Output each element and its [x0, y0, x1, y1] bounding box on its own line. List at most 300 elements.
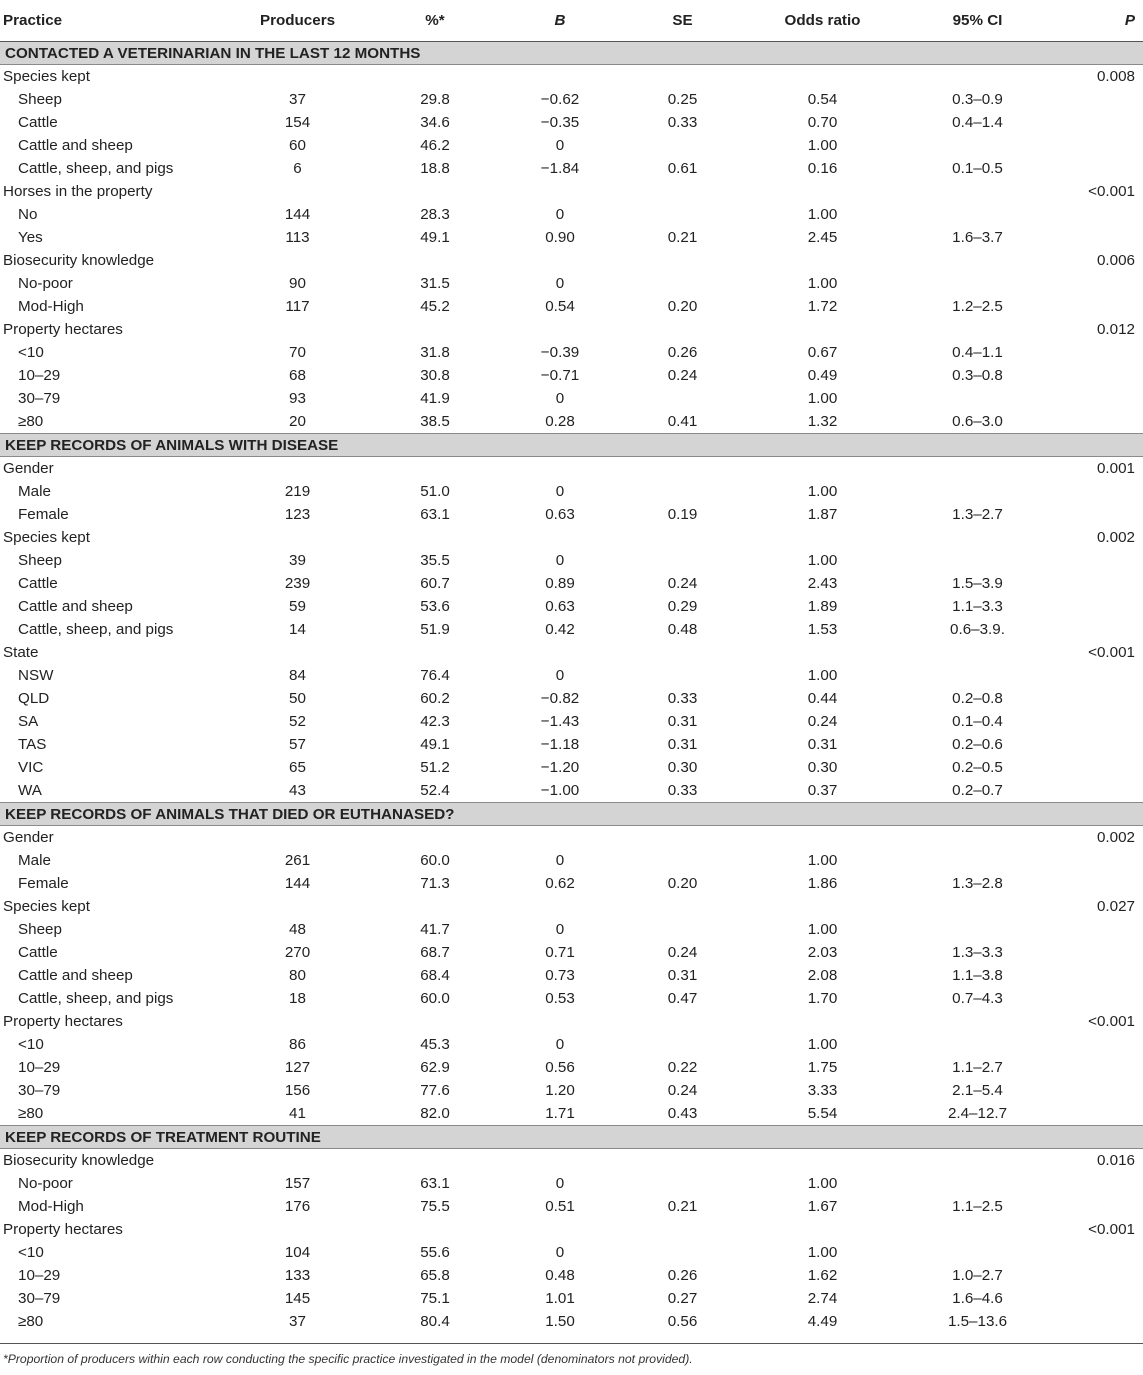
percent-cell: 60.2	[420, 690, 450, 707]
table-row	[0, 710, 1143, 733]
percent-cell: 49.1	[420, 229, 450, 246]
ci-cell	[895, 387, 1060, 410]
empty-p-cell	[1060, 918, 1143, 941]
se-cell: 0.48	[667, 621, 698, 638]
se-cell	[615, 480, 750, 503]
table-row	[0, 1264, 1143, 1287]
ci-cell: 0.4–1.1	[952, 344, 1003, 361]
empty-p-cell	[1060, 1033, 1143, 1056]
p-value-cell: 0.001	[1096, 460, 1135, 477]
producers-cell: 70	[289, 344, 306, 361]
odds-ratio-cell: 1.00	[807, 921, 838, 938]
b-cell: 0	[555, 667, 565, 684]
p-value-cell: 0.027	[1096, 898, 1135, 915]
percent-cell: 65.8	[420, 1267, 450, 1284]
odds-ratio-cell: 1.00	[807, 1036, 838, 1053]
variable-label: Property hectares	[3, 1013, 123, 1030]
table-row	[0, 987, 1143, 1010]
percent-cell: 71.3	[420, 875, 450, 892]
table-row	[0, 687, 1143, 710]
se-cell: 0.24	[667, 944, 698, 961]
b-cell: 0	[555, 275, 565, 292]
producers-cell: 80	[289, 967, 306, 984]
table-row	[0, 134, 1143, 157]
producers-cell: 239	[284, 575, 311, 592]
producers-cell: 145	[284, 1290, 311, 1307]
table-row	[0, 503, 1143, 526]
section-title: CONTACTED A VETERINARIAN IN THE LAST 12 MONTHS	[0, 42, 1143, 65]
table-row	[0, 918, 1143, 941]
empty-p-cell	[1060, 595, 1143, 618]
col-header-ci: 95% CI	[895, 0, 1060, 42]
bottom-rule	[0, 1343, 1143, 1344]
variable-group-row	[0, 1218, 1143, 1241]
b-cell: −0.62	[540, 91, 580, 108]
ci-cell: 0.3–0.9	[952, 91, 1003, 108]
ci-cell: 1.2–2.5	[952, 298, 1003, 315]
ci-cell: 1.3–2.7	[952, 506, 1003, 523]
table-row	[0, 1033, 1143, 1056]
b-cell: 0	[555, 921, 565, 938]
ci-cell: 1.1–2.5	[952, 1198, 1003, 1215]
row-label: Cattle	[18, 575, 58, 592]
producers-cell: 39	[289, 552, 306, 569]
b-cell: 0	[555, 1036, 565, 1053]
odds-ratio-cell: 1.00	[807, 275, 838, 292]
percent-cell: 35.5	[420, 552, 450, 569]
producers-cell: 68	[289, 367, 306, 384]
empty-p-cell	[1060, 941, 1143, 964]
empty-p-cell	[1060, 203, 1143, 226]
se-cell: 0.19	[667, 506, 698, 523]
b-cell: −1.18	[540, 736, 580, 753]
table-row	[0, 1195, 1143, 1218]
variable-label: Species kept	[3, 68, 90, 85]
ci-cell: 0.3–0.8	[952, 367, 1003, 384]
empty-p-cell	[1060, 733, 1143, 756]
se-cell: 0.33	[667, 114, 698, 131]
ci-cell	[895, 1033, 1060, 1056]
row-label: <10	[18, 344, 44, 361]
percent-cell: 52.4	[420, 782, 450, 799]
variable-group-row	[0, 180, 1143, 203]
percent-cell: 75.5	[420, 1198, 450, 1215]
p-value-cell: 0.008	[1096, 68, 1135, 85]
empty-p-cell	[1060, 364, 1143, 387]
odds-ratio-cell: 1.86	[807, 875, 838, 892]
odds-ratio-cell: 1.32	[807, 413, 838, 430]
se-cell	[615, 549, 750, 572]
odds-ratio-cell: 1.00	[807, 483, 838, 500]
se-cell: 0.25	[667, 91, 698, 108]
empty-p-cell	[1060, 710, 1143, 733]
b-cell: 1.01	[545, 1290, 575, 1307]
percent-cell: 31.5	[420, 275, 450, 292]
ci-cell: 0.2–0.6	[952, 736, 1003, 753]
ci-cell: 0.1–0.5	[952, 160, 1003, 177]
odds-ratio-cell: 1.00	[807, 390, 838, 407]
percent-cell: 51.0	[420, 483, 450, 500]
b-cell: 0.63	[545, 506, 575, 523]
empty-p-cell	[1060, 1172, 1143, 1195]
empty-p-cell	[1060, 618, 1143, 641]
producers-cell: 18	[289, 990, 306, 1007]
se-cell: 0.43	[667, 1105, 698, 1122]
row-label: No-poor	[18, 1175, 73, 1192]
table-row	[0, 756, 1143, 779]
section-header-row	[0, 1126, 1143, 1149]
row-label: 10–29	[18, 1059, 61, 1076]
producers-cell: 50	[289, 690, 306, 707]
table-row	[0, 664, 1143, 687]
se-cell: 0.24	[667, 1082, 698, 1099]
variable-group-row	[0, 318, 1143, 341]
row-label: Cattle, sheep, and pigs	[18, 621, 174, 638]
producers-cell: 261	[284, 852, 311, 869]
se-cell: 0.21	[667, 229, 698, 246]
odds-ratio-cell: 0.49	[807, 367, 838, 384]
header-row	[0, 0, 1143, 42]
variable-label: Biosecurity knowledge	[3, 252, 155, 269]
table-row	[0, 779, 1143, 803]
empty-p-cell	[1060, 1264, 1143, 1287]
producers-cell: 123	[284, 506, 311, 523]
percent-cell: 60.0	[420, 852, 450, 869]
producers-cell: 84	[289, 667, 306, 684]
ci-cell: 2.4–12.7	[947, 1105, 1008, 1122]
se-cell: 0.27	[667, 1290, 698, 1307]
ci-cell: 1.3–2.8	[952, 875, 1003, 892]
row-label: 30–79	[18, 1290, 61, 1307]
percent-cell: 18.8	[420, 160, 450, 177]
variable-label: Property hectares	[3, 321, 123, 338]
odds-ratio-cell: 1.00	[807, 206, 838, 223]
odds-ratio-cell: 1.75	[807, 1059, 838, 1076]
b-cell: 0.71	[545, 944, 575, 961]
empty-p-cell	[1060, 1079, 1143, 1102]
b-cell: 0.48	[545, 1267, 575, 1284]
percent-cell: 45.2	[420, 298, 450, 315]
b-cell: −1.20	[540, 759, 580, 776]
variable-group-row	[0, 1149, 1143, 1173]
percent-cell: 68.4	[420, 967, 450, 984]
col-header-producers: Producers	[230, 0, 365, 42]
odds-ratio-cell: 1.00	[807, 1244, 838, 1261]
b-cell: 0	[555, 390, 565, 407]
b-cell: −0.39	[540, 344, 580, 361]
ci-cell: 0.2–0.7	[952, 782, 1003, 799]
table-row	[0, 203, 1143, 226]
se-cell: 0.30	[667, 759, 698, 776]
empty-p-cell	[1060, 1241, 1143, 1264]
variable-label: Biosecurity knowledge	[3, 1152, 155, 1169]
se-cell: 0.41	[667, 413, 698, 430]
row-label: Cattle, sheep, and pigs	[18, 160, 174, 177]
producers-cell: 48	[289, 921, 306, 938]
empty-p-cell	[1060, 410, 1143, 434]
row-label: ≥80	[18, 1313, 44, 1330]
ci-cell: 1.5–3.9	[952, 575, 1003, 592]
percent-cell: 76.4	[420, 667, 450, 684]
row-label: Female	[18, 506, 69, 523]
percent-cell: 28.3	[420, 206, 450, 223]
row-label: Male	[18, 483, 51, 500]
table-row	[0, 1241, 1143, 1264]
table-row	[0, 111, 1143, 134]
se-cell: 0.31	[667, 736, 698, 753]
empty-p-cell	[1060, 849, 1143, 872]
empty-p-cell	[1060, 779, 1143, 803]
table-row	[0, 157, 1143, 180]
ci-cell: 1.6–3.7	[952, 229, 1003, 246]
odds-ratio-cell: 3.33	[807, 1082, 838, 1099]
row-label: ≥80	[18, 413, 44, 430]
variable-group-row	[0, 457, 1143, 481]
percent-cell: 49.1	[420, 736, 450, 753]
producers-cell: 59	[289, 598, 306, 615]
odds-ratio-cell: 1.67	[807, 1198, 838, 1215]
percent-cell: 51.2	[420, 759, 450, 776]
se-cell: 0.24	[667, 367, 698, 384]
b-cell: 0	[555, 483, 565, 500]
table-row	[0, 1310, 1143, 1333]
empty-p-cell	[1060, 1056, 1143, 1079]
se-cell: 0.24	[667, 575, 698, 592]
empty-p-cell	[1060, 341, 1143, 364]
odds-ratio-cell: 0.24	[807, 713, 838, 730]
se-cell	[615, 1033, 750, 1056]
se-cell: 0.21	[667, 1198, 698, 1215]
section-title: KEEP RECORDS OF TREATMENT ROUTINE	[0, 1126, 1143, 1149]
producers-cell: 117	[285, 298, 310, 315]
b-cell: 1.50	[545, 1313, 575, 1330]
producers-cell: 154	[284, 114, 311, 131]
se-cell: 0.31	[667, 713, 698, 730]
empty-p-cell	[1060, 572, 1143, 595]
row-label: NSW	[18, 667, 54, 684]
empty-p-cell	[1060, 664, 1143, 687]
empty-p-cell	[1060, 872, 1143, 895]
se-cell: 0.20	[667, 875, 698, 892]
percent-cell: 77.6	[420, 1082, 450, 1099]
ci-cell: 0.1–0.4	[952, 713, 1003, 730]
odds-ratio-cell: 0.30	[807, 759, 838, 776]
row-label: Cattle and sheep	[18, 967, 133, 984]
percent-cell: 55.6	[420, 1244, 450, 1261]
empty-p-cell	[1060, 1287, 1143, 1310]
variable-label: Species kept	[3, 529, 90, 546]
b-cell: 0	[555, 1244, 565, 1261]
b-cell: 0.89	[545, 575, 575, 592]
odds-ratio-cell: 2.43	[807, 575, 838, 592]
row-label: Cattle and sheep	[18, 598, 133, 615]
percent-cell: 38.5	[420, 413, 450, 430]
p-value-cell: 0.002	[1096, 529, 1135, 546]
se-cell: 0.22	[667, 1059, 698, 1076]
odds-ratio-cell: 2.45	[807, 229, 838, 246]
se-cell: 0.20	[667, 298, 698, 315]
b-cell: 0.56	[545, 1059, 575, 1076]
b-cell: 0.42	[545, 621, 575, 638]
table-row	[0, 595, 1143, 618]
odds-ratio-cell: 5.54	[807, 1105, 838, 1122]
odds-ratio-cell: 1.89	[807, 598, 838, 615]
producers-cell: 144	[284, 206, 311, 223]
ci-cell: 1.1–2.7	[952, 1059, 1003, 1076]
empty-p-cell	[1060, 964, 1143, 987]
row-label: 30–79	[18, 390, 61, 407]
ci-cell	[895, 664, 1060, 687]
producers-cell: 156	[284, 1082, 311, 1099]
row-label: Cattle and sheep	[18, 137, 133, 154]
odds-ratio-cell: 0.44	[807, 690, 838, 707]
percent-cell: 68.7	[420, 944, 450, 961]
table-row	[0, 480, 1143, 503]
producers-cell: 37	[289, 1313, 306, 1330]
producers-cell: 133	[284, 1267, 311, 1284]
empty-p-cell	[1060, 987, 1143, 1010]
variable-group-row	[0, 895, 1143, 918]
empty-p-cell	[1060, 549, 1143, 572]
odds-ratio-cell: 0.54	[807, 91, 838, 108]
ci-cell	[895, 203, 1060, 226]
producers-cell: 6	[293, 160, 302, 177]
percent-cell: 29.8	[420, 91, 450, 108]
producers-cell: 41	[289, 1105, 306, 1122]
p-value-cell: 0.012	[1096, 321, 1135, 338]
b-cell: 0	[555, 206, 565, 223]
odds-ratio-cell: 0.31	[807, 736, 838, 753]
col-header-percent: %*	[365, 0, 505, 42]
b-cell: 0.73	[545, 967, 575, 984]
odds-ratio-cell: 1.62	[807, 1267, 838, 1284]
percent-cell: 63.1	[420, 506, 450, 523]
empty-p-cell	[1060, 134, 1143, 157]
producers-cell: 93	[289, 390, 306, 407]
ci-cell: 0.6–3.9.	[950, 621, 1005, 638]
odds-ratio-cell: 1.87	[807, 506, 838, 523]
se-cell	[615, 918, 750, 941]
odds-ratio-cell: 1.00	[807, 552, 838, 569]
row-label: Mod-High	[18, 1198, 84, 1215]
se-cell: 0.33	[667, 782, 698, 799]
ci-cell	[895, 1241, 1060, 1264]
p-value-cell: <0.001	[1088, 1221, 1135, 1238]
odds-ratio-cell: 1.70	[807, 990, 838, 1007]
ci-cell: 1.1–3.3	[952, 598, 1003, 615]
row-label: TAS	[18, 736, 47, 753]
col-header-p: P	[1060, 0, 1143, 42]
table-header	[0, 0, 1143, 42]
b-cell: −0.82	[540, 690, 580, 707]
row-label: No-poor	[18, 275, 73, 292]
table-row	[0, 849, 1143, 872]
table-row	[0, 272, 1143, 295]
table-row	[0, 964, 1143, 987]
se-cell: 0.29	[667, 598, 698, 615]
se-cell	[615, 1172, 750, 1195]
b-cell: 1.71	[545, 1105, 575, 1122]
ci-cell: 1.5–13.6	[947, 1313, 1008, 1330]
row-label: 30–79	[18, 1082, 61, 1099]
variable-group-row	[0, 641, 1143, 664]
percent-cell: 82.0	[420, 1105, 450, 1122]
row-label: <10	[18, 1036, 44, 1053]
b-cell: 0	[555, 137, 565, 154]
producers-cell: 37	[289, 91, 306, 108]
col-header-se: SE	[615, 0, 750, 42]
variable-label: Gender	[3, 460, 54, 477]
b-cell: 0.53	[545, 990, 575, 1007]
ci-cell: 0.7–4.3	[952, 990, 1003, 1007]
b-cell: −1.84	[540, 160, 580, 177]
row-label: Female	[18, 875, 69, 892]
section-title: KEEP RECORDS OF ANIMALS WITH DISEASE	[0, 434, 1143, 457]
ci-cell: 0.2–0.5	[952, 759, 1003, 776]
row-label: Mod-High	[18, 298, 84, 315]
table-row	[0, 410, 1143, 434]
b-cell: −0.35	[540, 114, 580, 131]
producers-cell: 43	[289, 782, 306, 799]
table-row	[0, 549, 1143, 572]
col-header-b: B	[505, 0, 615, 42]
empty-p-cell	[1060, 687, 1143, 710]
producers-cell: 57	[289, 736, 306, 753]
producers-cell: 219	[284, 483, 311, 500]
table-row	[0, 1056, 1143, 1079]
row-label: No	[18, 206, 38, 223]
odds-ratio-cell: 0.16	[807, 160, 838, 177]
odds-ratio-cell: 4.49	[807, 1313, 838, 1330]
odds-ratio-cell: 2.03	[807, 944, 838, 961]
se-cell	[615, 849, 750, 872]
table-row	[0, 226, 1143, 249]
empty-p-cell	[1060, 111, 1143, 134]
empty-p-cell	[1060, 387, 1143, 410]
ci-cell	[895, 918, 1060, 941]
row-label: Cattle, sheep, and pigs	[18, 990, 174, 1007]
percent-cell: 41.9	[420, 390, 450, 407]
p-value-cell: 0.002	[1096, 829, 1135, 846]
b-cell: 0.28	[545, 413, 575, 430]
empty-p-cell	[1060, 1195, 1143, 1218]
empty-p-cell	[1060, 1102, 1143, 1126]
table-row	[0, 1102, 1143, 1126]
percent-cell: 45.3	[420, 1036, 450, 1053]
row-label: Cattle	[18, 944, 58, 961]
odds-ratio-cell: 1.00	[807, 137, 838, 154]
ci-cell: 0.2–0.8	[952, 690, 1003, 707]
ci-cell	[895, 272, 1060, 295]
ci-cell	[895, 134, 1060, 157]
se-cell	[615, 387, 750, 410]
odds-ratio-cell: 0.70	[807, 114, 838, 131]
variable-group-row	[0, 65, 1143, 89]
section-header-row	[0, 42, 1143, 65]
percent-cell: 31.8	[420, 344, 450, 361]
b-cell: 0.51	[545, 1198, 575, 1215]
b-cell: 0	[555, 1175, 565, 1192]
odds-ratio-cell: 1.00	[807, 667, 838, 684]
b-cell: 1.20	[545, 1082, 575, 1099]
row-label: 10–29	[18, 1267, 61, 1284]
b-cell: 0.54	[545, 298, 575, 315]
b-cell: 0.62	[545, 875, 575, 892]
se-cell: 0.61	[667, 160, 698, 177]
empty-p-cell	[1060, 157, 1143, 180]
variable-label: Horses in the property	[3, 183, 153, 200]
table-row	[0, 1079, 1143, 1102]
